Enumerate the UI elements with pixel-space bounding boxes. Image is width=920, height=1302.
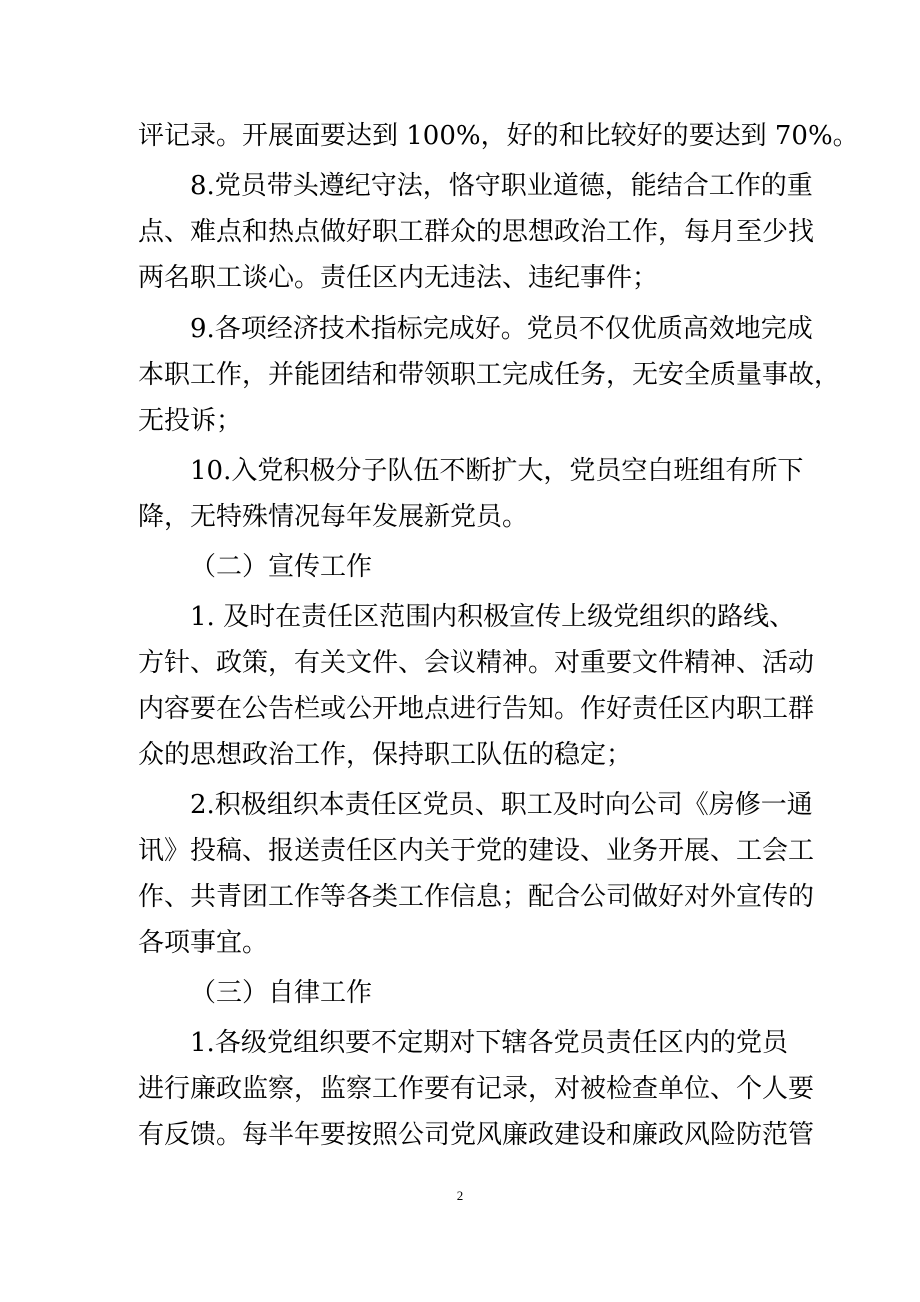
text-line: 评记录。开展面要达到 100%，好的和比较好的要达到 70%。: [138, 121, 859, 151]
text-line: 作、共青团工作等各类工作信息；配合公司做好对外宣传的: [138, 882, 815, 912]
text-line: 内容要在公告栏或公开地点进行告知。作好责任区内职工群: [138, 694, 815, 724]
text-line: 方针、政策，有关文件、会议精神。对重要文件精神、活动: [138, 648, 815, 678]
text-line: 9.各项经济技术指标完成好。党员不仅优质高效地完成: [190, 314, 813, 344]
text-line: 各项事宜。: [138, 928, 269, 958]
text-line: 无投诉；: [138, 406, 243, 436]
page-number: 2: [456, 1188, 464, 1203]
text-line: 两名职工谈心。责任区内无违法、违纪事件；: [138, 263, 659, 293]
text-line: 1. 及时在责任区范围内积极宣传上级党组织的路线、: [190, 602, 796, 632]
text-line: 1.各级党组织要不定期对下辖各党员责任区内的党员: [190, 1028, 788, 1058]
text-line: 本职工作，并能团结和带领职工完成任务，无安全质量事故，: [138, 360, 841, 390]
section-heading: （二）宣传工作: [190, 552, 373, 582]
text-line: 8.党员带头遵纪守法，恪守职业道德，能结合工作的重: [190, 171, 813, 201]
section-heading: （三）自律工作: [190, 978, 373, 1008]
text-line: 进行廉政监察，监察工作要有记录，对被检查单位、个人要: [138, 1074, 815, 1104]
text-line: 点、难点和热点做好职工群众的思想政治工作，每月至少找: [138, 217, 815, 247]
text-line: 有反馈。每半年要按照公司党风廉政建设和廉政风险防范管: [138, 1120, 815, 1150]
text-line: 2.积极组织本责任区党员、职工及时向公司《房修一通: [190, 790, 813, 820]
text-line: 10.入党积极分子队伍不断扩大，党员空白班组有所下: [190, 456, 804, 486]
text-line: 众的思想政治工作，保持职工队伍的稳定；: [138, 740, 633, 770]
text-line: 讯》投稿、报送责任区内关于党的建设、业务开展、工会工: [138, 836, 815, 866]
text-line: 降，无特殊情况每年发展新党员。: [138, 502, 529, 532]
